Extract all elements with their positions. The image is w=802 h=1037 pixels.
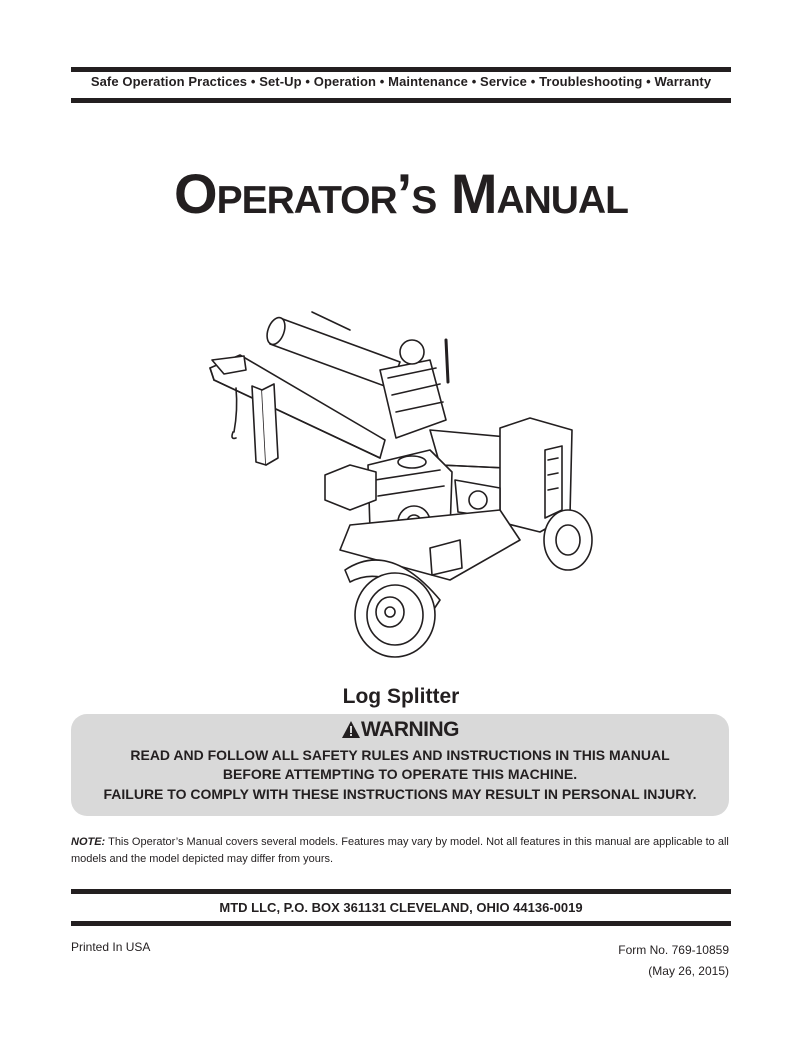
warning-box <box>71 714 729 816</box>
warning-line-3: FAILURE TO COMPLY WITH THESE INSTRUCTIONS MAY RESULT IN PERSONAL INJURY. <box>103 786 697 802</box>
company-address: MTD LLC, P.O. BOX 361131 CLEVELAND, OHIO 44136-0019 <box>219 900 583 915</box>
log-splitter-illustration <box>200 300 610 660</box>
address-bottom-rule <box>71 921 731 926</box>
printed-in: Printed In USA <box>71 940 151 954</box>
form-info <box>618 940 729 982</box>
page-title: Operator’s Manual <box>174 162 628 225</box>
note-paragraph <box>71 834 731 868</box>
top-rule <box>71 67 731 72</box>
note-label: NOTE: <box>71 836 106 848</box>
warning-triangle-icon <box>341 720 361 739</box>
top-nav-underline <box>71 98 731 103</box>
product-name: Log Splitter <box>342 685 460 708</box>
note-text: This Operator’s Manual covers several models. Features may vary by model. Not all features in this manual are applicable to all models and the model depicted may differ from yours. <box>71 836 729 865</box>
form-date: (May 26, 2015) <box>648 964 729 978</box>
warning-heading <box>71 718 729 742</box>
form-number: Form No. 769-10859 <box>618 943 729 957</box>
warning-line-2: BEFORE ATTEMPTING TO OPERATE THIS MACHINE. <box>222 766 578 782</box>
warning-heading-text: WARNING <box>361 718 459 741</box>
warning-line-1: READ AND FOLLOW ALL SAFETY RULES AND INSTRUCTIONS IN THIS MANUAL <box>130 747 670 763</box>
section-nav: Safe Operation Practices • Set-Up • Operation • Maintenance • Service • Troubleshooting • Warranty <box>90 74 712 89</box>
address-top-rule <box>71 889 731 894</box>
